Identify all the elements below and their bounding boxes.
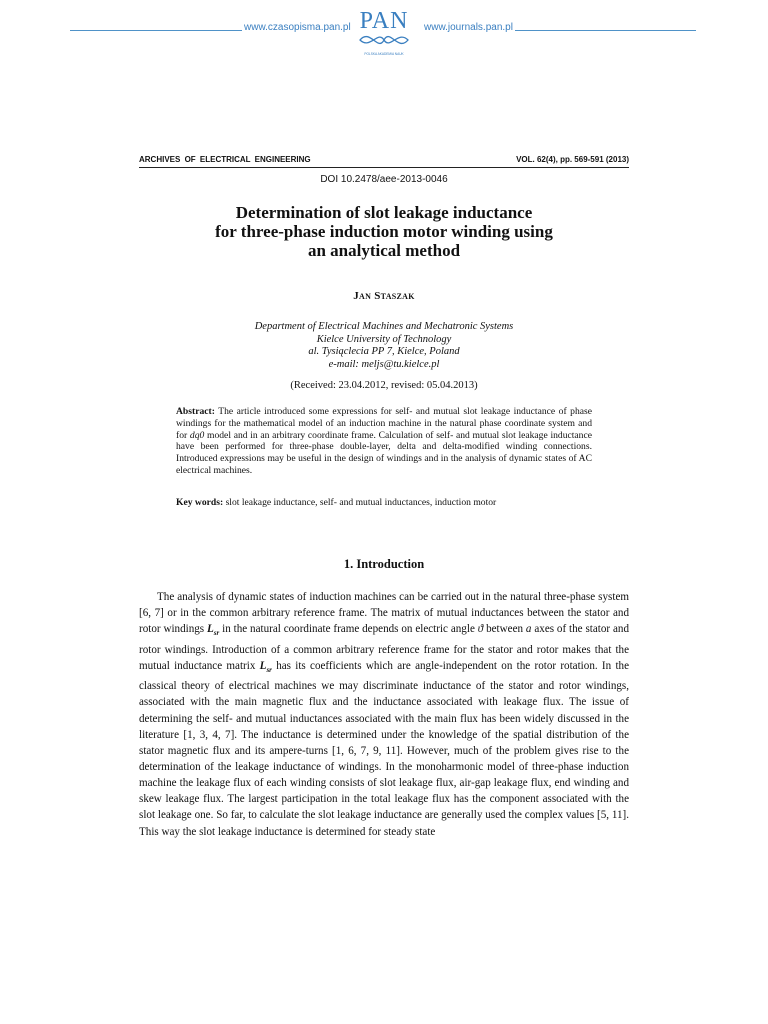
symbol-Lsr-2: $L_{sr}$ — [259, 659, 272, 675]
title-line-1: Determination of slot leakage inductance — [235, 203, 533, 222]
intro-text-1: The analysis of dynamic states of induction machines can be carried out in the natural three-phase system [6, 7] or in the common arbitrary reference frame. The matrix of mutual inductances between the stator and rotor windings — [139, 591, 629, 636]
symbol-Lsr: $L_{sr}$ — [207, 623, 220, 638]
abstract-dq0: dq0 — [189, 429, 205, 441]
header-rule-right — [515, 30, 696, 31]
abstract — [176, 406, 592, 477]
intro-text-5: has its coefficients which are angle-independent on the rotor rotation. In the classical theory of electrical machines we may discriminate inductance of the stator and rotor windings, associated with the main magnetic flux and the inductance associated with leakage flux. The issue of determining the self- and mutual inductances associated with the main flux has been widely discussed in the literature [1, 3, 4, 7]. The inductance is determined under the knowledge of the spatial distribution of the stator magnetic flux and its ampere-turns [1, 6, 7, 9, 11]. However, much of the problem gives rise to the determination of the leakage inductance of windings. In the monoharmonic model of three-phase induction machine the leakage flux of each winding consists of slot leakage flux, air-gap leakage flux, end winding and skew leakage flux. The largest participation in the total leakage flux has the component associated with the slot leakage one. So far, to calculate the slot leakage inductance are generally used the complex values [5, 11]. This way the slot leakage inductance is determined for steady state — [139, 659, 629, 838]
journals-link[interactable]: www.journals.pan.pl — [424, 22, 513, 33]
abstract-text-1: The article introduced some expressions for self- and mutual slot leakage inductance of phase windings for the mathematical model of an induction machine in the natural phase coordinate system and for — [176, 406, 592, 441]
header-rule-left — [70, 30, 242, 31]
title-line-2: for three-phase induction motor winding using — [215, 222, 553, 241]
affiliation-address: al. Tysiąclecia PP 7, Kielce, Poland — [308, 346, 460, 357]
journal-volume: VOL. 62(4), pp. 569-591 (2013) — [516, 155, 629, 164]
header-divider — [139, 167, 629, 168]
article-title — [150, 203, 618, 260]
pan-logo-text: PAN — [359, 8, 409, 34]
intro-text-2: in the natural coordinate frame depends on electric angle — [219, 623, 478, 636]
abstract-text-2: model and in an arbitrary coordinate frame. Calculation of self- and mutual slot leakage inductance have been performed for three-phase double-layer, delta and delta-modified winding connections. Introduced expressions may be useful in the design of windings and in the analysis of dynamic states of AC electrical machines. — [176, 429, 592, 476]
affiliation-department: Department of Electrical Machines and Mechatronic Systems — [254, 321, 514, 332]
affiliation-email[interactable]: e-mail: meljs@tu.kielce.pl — [328, 358, 440, 370]
pan-logo — [348, 6, 420, 58]
symbol-a: a — [525, 623, 532, 636]
journal-name: ARCHIVES OF ELECTRICAL ENGINEERING — [139, 155, 311, 164]
keywords-text: slot leakage inductance, self- and mutual inductances, induction motor — [223, 497, 497, 508]
symbol-theta: ϑ — [477, 623, 484, 636]
intro-text-4: axes of the stator and rotor windings. Introduction of a common arbitrary reference frame for the stator and rotor makes that the mutual inductance matrix — [139, 623, 630, 672]
section-heading: 1. Introduction — [343, 557, 425, 571]
keywords — [176, 497, 592, 509]
keywords-label: Key words: — [176, 497, 224, 508]
affiliation-university: Kielce University of Technology — [316, 333, 452, 345]
intro-text-3: between — [483, 623, 526, 636]
title-line-3: an analytical method — [307, 241, 461, 260]
received-dates: (Received: 23.04.2012, revised: 05.04.2013) — [290, 380, 478, 391]
czasopisma-link[interactable]: www.czasopisma.pan.pl — [244, 22, 351, 33]
author-name: Jan Staszak — [353, 290, 415, 302]
doi[interactable]: DOI 10.2478/aee-2013-0046 — [320, 174, 448, 185]
abstract-label: Abstract: — [176, 406, 215, 417]
intro-paragraph — [139, 589, 629, 840]
pan-logo-subtext: POLSKA AKADEMIA NAUK — [364, 52, 404, 56]
affiliation — [0, 321, 768, 371]
journal-header-bar — [0, 0, 768, 62]
